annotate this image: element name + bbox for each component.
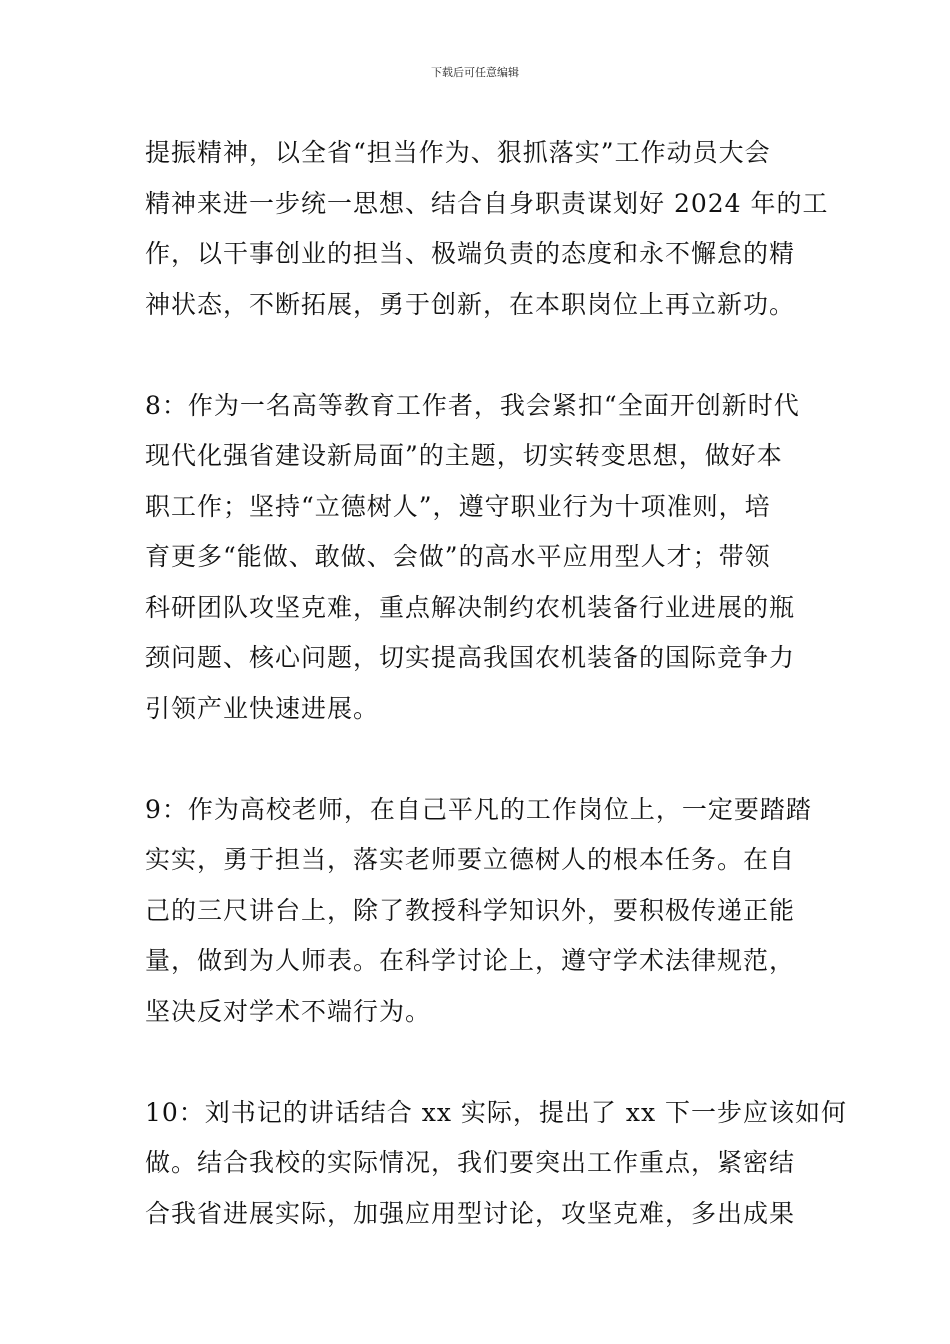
paragraph-gap — [145, 734, 810, 785]
text-line: 做。结合我校的实际情况，我们要突出工作重点，紧密结 — [145, 1148, 796, 1177]
text-line: 10：刘书记的讲话结合 xx 实际，提出了 xx 下一步应该如何 — [145, 1097, 847, 1127]
text-line: 提振精神，以全省“担当作为、狠抓落实”工作动员大会 — [145, 138, 771, 167]
text-line: 9：作为高校老师，在自己平凡的工作岗位上，一定要踏踏 — [145, 794, 812, 824]
text-line: 合我省进展实际，加强应用型讨论，攻坚克难，多出成果 — [145, 1198, 796, 1228]
text-line: 作，以干事创业的担当、极端负责的态度和永不懈怠的精 — [145, 239, 796, 268]
text-line: 神状态，不断拓展，勇于创新，在本职岗位上再立新功。 — [145, 289, 796, 319]
text-line: 颈问题、核心问题，切实提高我国农机装备的国际竞争力 — [145, 643, 796, 672]
text-line: 育更多“能做、敢做、会做”的高水平应用型人才；带领 — [145, 542, 771, 571]
text-line: 引领产业快速进展。 — [145, 693, 380, 723]
text-line: 精神来进一步统一思想、结合自身职责谋划好 2024 年的工 — [145, 188, 829, 218]
page-header: 下载后可任意编辑 — [431, 66, 519, 79]
paragraph-continuation — [145, 128, 829, 330]
text-line: 己的三尺讲台上，除了教授科学知识外，要积极传递正能 — [145, 895, 796, 925]
text-line: 8：作为一名高等教育工作者，我会紧扣“全面开创新时代 — [145, 390, 800, 420]
text-line: 实实，勇于担当，落实老师要立德树人的根本任务。在自 — [145, 845, 796, 874]
paragraph-item-9 — [145, 785, 810, 1038]
paragraph-item-10 — [145, 1088, 847, 1240]
text-line: 科研团队攻坚克难，重点解决制约农机装备行业进展的瓶 — [145, 592, 796, 622]
text-line: 现代化强省建设新局面”的主题，切实转变思想，做好本 — [145, 441, 783, 470]
text-line: 量，做到为人师表。在科学讨论上，遵守学术法律规范， — [145, 946, 796, 975]
paragraph-item-8 — [145, 381, 810, 735]
document-body — [145, 128, 847, 1239]
text-line: 职工作；坚持“立德树人”，遵守职业行为十项准则，培 — [145, 491, 771, 521]
text-line: 坚决反对学术不端行为。 — [145, 996, 432, 1026]
paragraph-gap — [145, 1037, 810, 1088]
paragraph-gap — [145, 330, 810, 381]
